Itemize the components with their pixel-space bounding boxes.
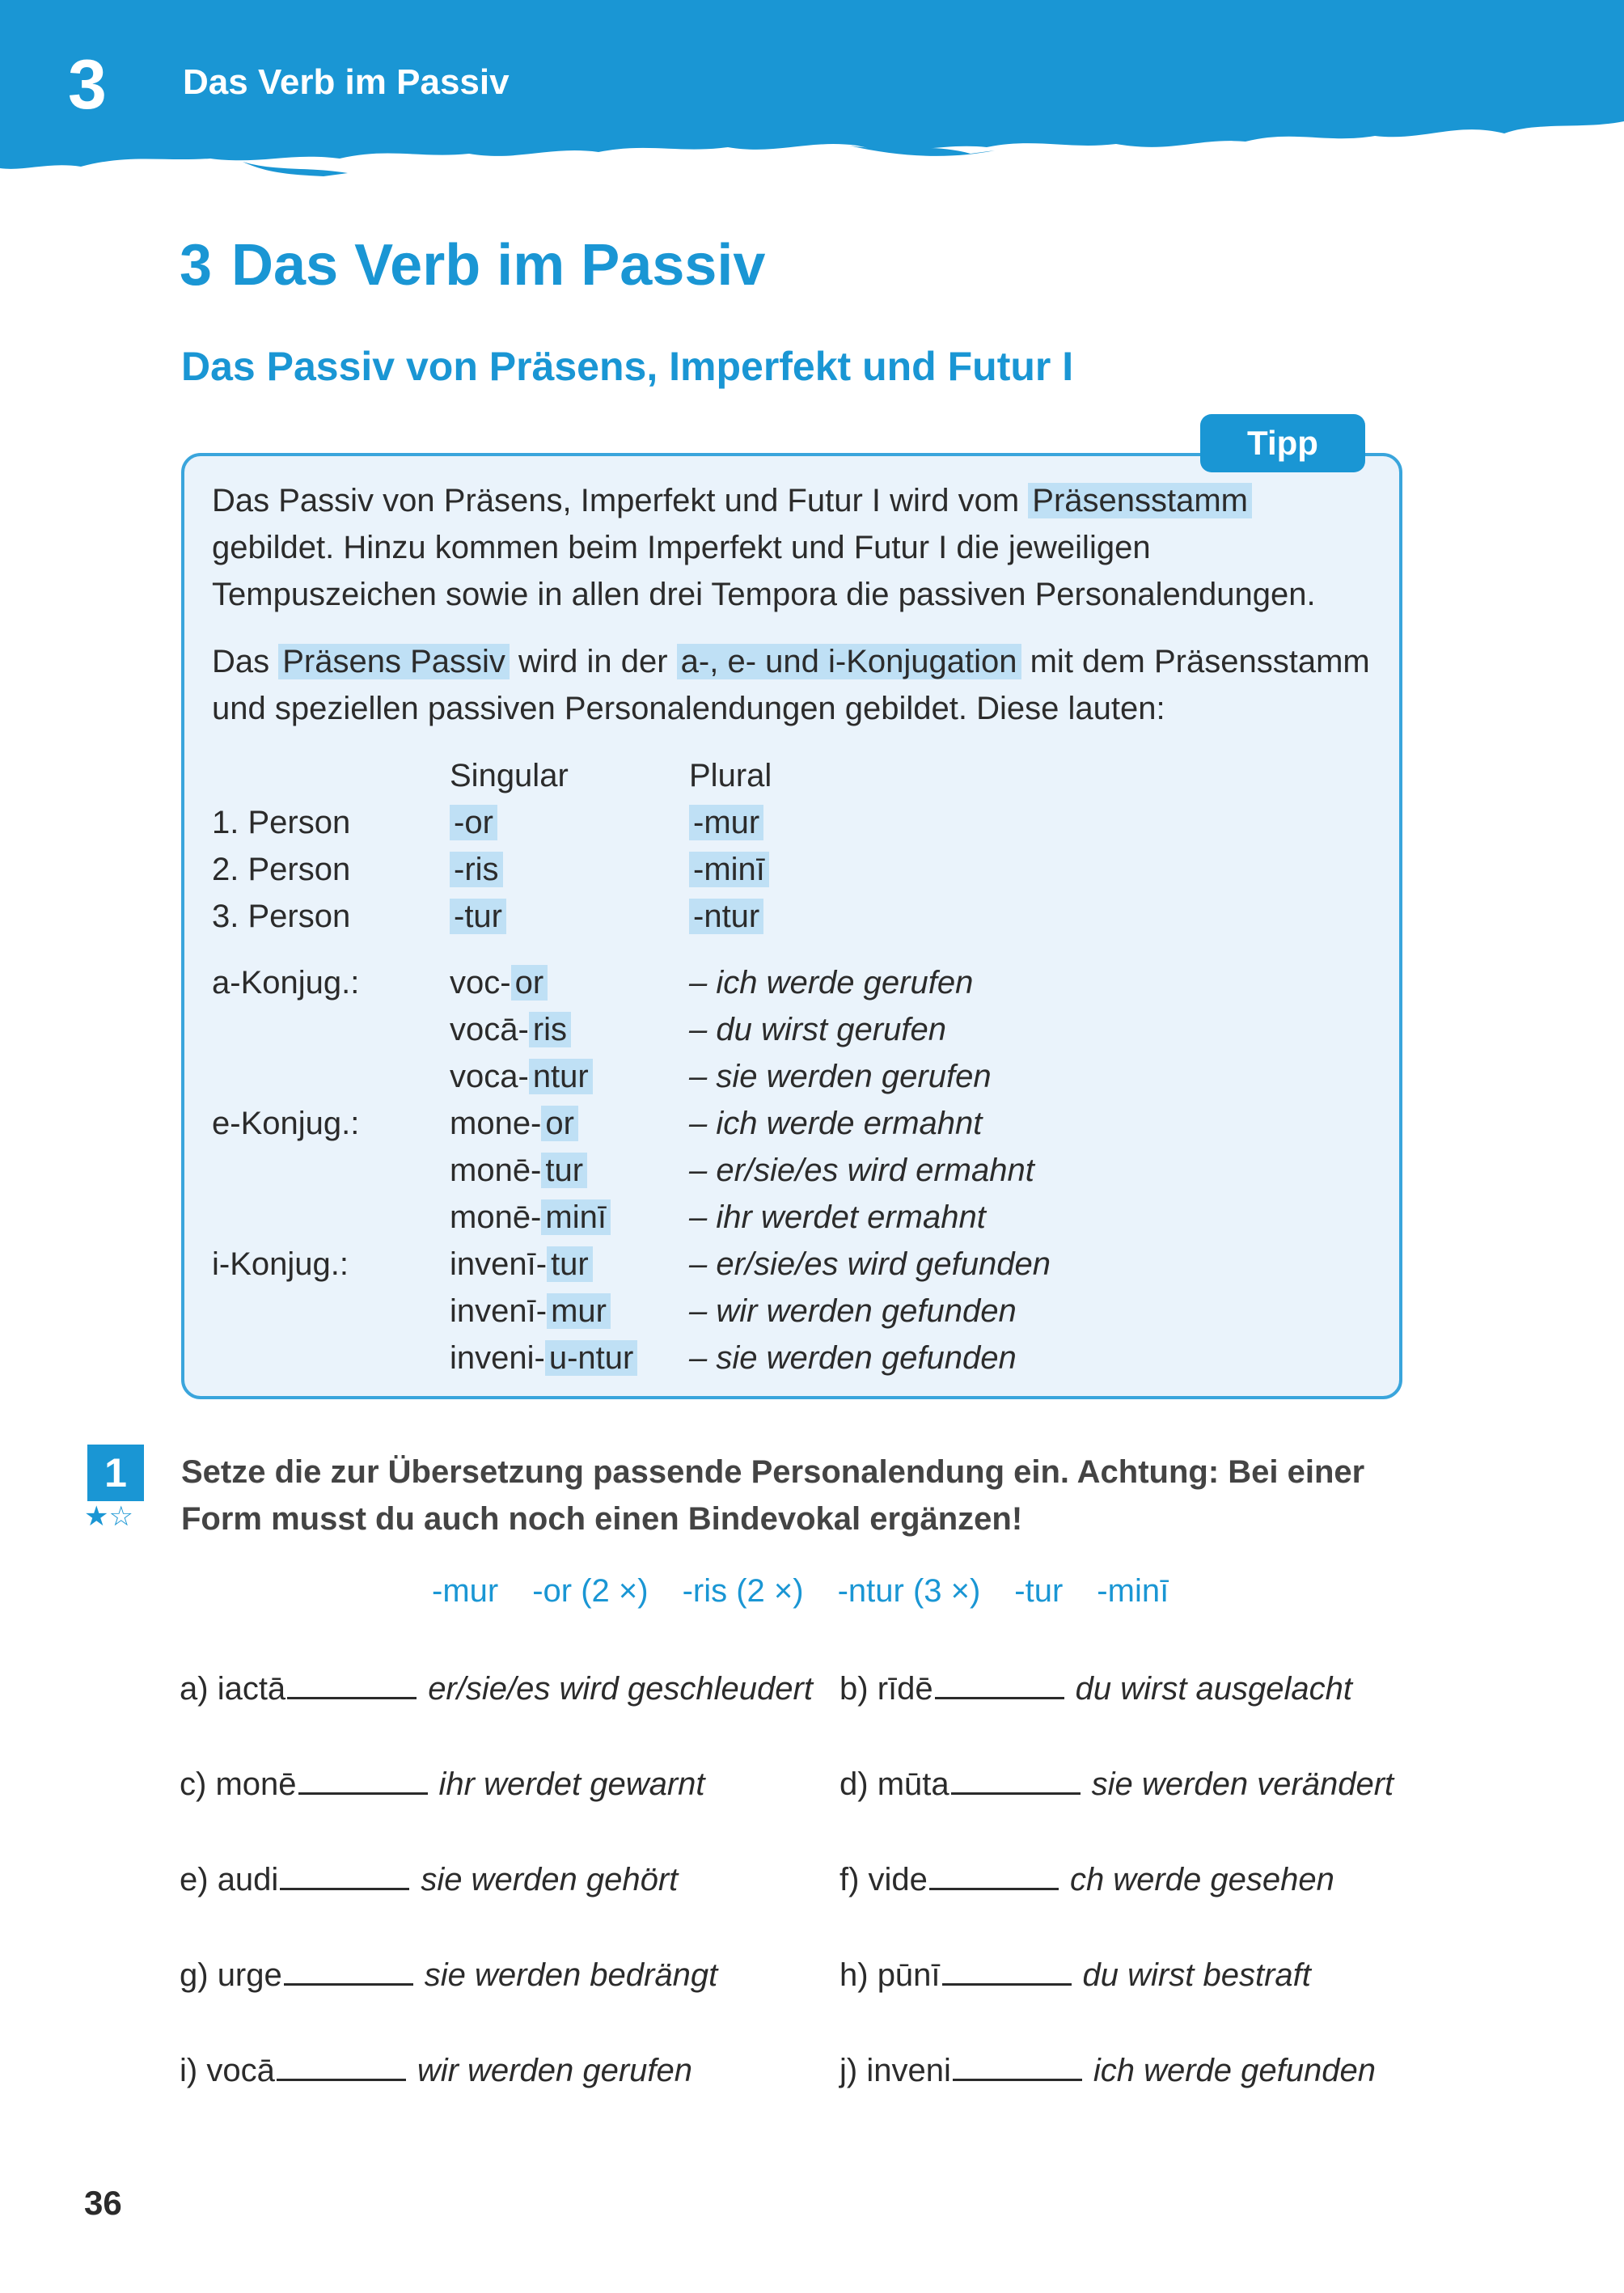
exercise-item (839, 2046, 1376, 2094)
highlight-term: a-, e- und i-Konjugation (677, 644, 1021, 679)
item-label: a) (180, 1671, 218, 1707)
stem: invenī- (450, 1246, 548, 1282)
ending-singular (450, 799, 497, 846)
example-translation: – wir werden gefunden (689, 1293, 1017, 1329)
answer-blank[interactable] (277, 2046, 406, 2081)
exercise-item (839, 1760, 1394, 1808)
tip-paragraph-2 (212, 638, 1377, 732)
example-translation: – sie werden gefunden (689, 1340, 1017, 1376)
item-translation: ihr werdet gewarnt (438, 1766, 705, 1802)
item-stem: inveni (866, 2053, 951, 2088)
item-translation: er/sie/es wird geschleudert (428, 1671, 813, 1707)
item-label: h) (839, 1957, 878, 1993)
exercise-item (839, 1855, 1334, 1903)
person-label: 3. Person (212, 899, 351, 934)
column-header-singular: Singular (450, 758, 569, 793)
example-translation: – ich werde gerufen (689, 965, 974, 1001)
text-span: Das Passiv von Präsens, Imperfekt und Futur I wird vom (212, 483, 1029, 518)
word-bank-item: -minī (1097, 1573, 1169, 1609)
person-label: 2. Person (212, 852, 351, 887)
tip-paragraph-1 (212, 477, 1377, 618)
exercise-item (180, 2046, 692, 2094)
conjugation-label: a-Konjug.: (212, 965, 360, 1001)
column-header-plural: Plural (689, 758, 772, 793)
example-form (450, 959, 548, 1006)
item-translation: sie werden gehört (421, 1862, 679, 1897)
example-translation: – ich werde ermahnt (689, 1106, 983, 1141)
ending-highlight: mur (547, 1293, 611, 1329)
example-translation: – sie werden gerufen (689, 1059, 992, 1094)
ending-highlight: -mur (689, 805, 763, 840)
conjugation-label: i-Konjug.: (212, 1246, 349, 1282)
ending-highlight: ntur (529, 1059, 593, 1094)
text-span: mit dem Präsensstamm und speziellen passiven Personalendungen gebildet. Diese lauten: (212, 644, 1370, 726)
item-label: e) (180, 1862, 218, 1897)
ending-highlight: -or (450, 805, 497, 840)
text-span: Das (212, 644, 279, 679)
example-form (450, 1288, 611, 1335)
person-label: 1. Person (212, 805, 351, 840)
ending-highlight: -minī (689, 852, 769, 887)
example-translation: – ihr werdet ermahnt (689, 1199, 986, 1235)
item-stem: urge (217, 1957, 282, 1993)
item-stem: iactā (217, 1671, 286, 1707)
stem: vocā- (450, 1012, 529, 1047)
stem: monē- (450, 1199, 542, 1235)
ending-highlight: -ntur (689, 899, 763, 934)
word-bank-item: -mur (432, 1573, 499, 1609)
exercise-item (839, 1951, 1311, 1999)
ending-highlight: or (541, 1106, 578, 1141)
example-form (450, 1241, 593, 1288)
example-form (450, 1194, 611, 1241)
item-label: i) (180, 2053, 207, 2088)
ending-highlight: u-ntur (545, 1340, 638, 1376)
item-translation: sie werden bedrängt (424, 1957, 718, 1993)
example-translation: – er/sie/es wird gefunden (689, 1246, 1051, 1282)
word-bank-item: -ris (2 ×) (682, 1573, 804, 1609)
example-translation: – du wirst gerufen (689, 1012, 946, 1047)
item-translation: ch werde gesehen (1069, 1862, 1334, 1897)
section-heading: Das Passiv von Präsens, Imperfekt und Futur I (181, 344, 1074, 389)
text-span: wird in der (509, 644, 677, 679)
ending-highlight: ris (529, 1012, 571, 1047)
item-stem: vocā (206, 2053, 275, 2088)
item-label: d) (839, 1766, 878, 1802)
example-form (450, 1053, 593, 1100)
item-stem: monē (215, 1766, 297, 1802)
exercise-item (180, 1760, 705, 1808)
ending-singular (450, 893, 506, 940)
page-number: 36 (84, 2184, 122, 2222)
page-title (180, 233, 766, 298)
answer-blank[interactable] (284, 1951, 413, 1986)
item-label: c) (180, 1766, 216, 1802)
ending-plural (689, 799, 763, 846)
answer-blank[interactable] (929, 1855, 1059, 1890)
exercise-instruction: Setze die zur Übersetzung passende Personalendung ein. Achtung: Bei einer Form musst du auch noch einen Bindevokal ergänzen! (181, 1454, 1365, 1537)
stem: mone- (450, 1106, 542, 1141)
item-stem: vide (868, 1862, 928, 1897)
exercise-item (180, 1665, 813, 1712)
item-translation: du wirst ausgelacht (1075, 1671, 1353, 1707)
answer-blank[interactable] (935, 1665, 1064, 1699)
item-stem: mūta (877, 1766, 949, 1802)
item-translation: sie werden verändert (1091, 1766, 1394, 1802)
exercise-number-badge: 1 (87, 1445, 144, 1501)
item-label: f) (839, 1862, 869, 1897)
answer-blank[interactable] (942, 1951, 1072, 1986)
example-form (450, 1335, 637, 1381)
stem: inveni- (450, 1340, 545, 1376)
chapter-number: 3 (68, 46, 107, 124)
item-stem: audi (217, 1862, 279, 1897)
ending-highlight: -ris (450, 852, 503, 887)
ending-plural (689, 893, 763, 940)
stem: voca- (450, 1059, 529, 1094)
answer-blank[interactable] (287, 1665, 417, 1699)
chapter-title: Das Verb im Passiv (183, 62, 510, 102)
exercise-item (180, 1951, 717, 1999)
answer-blank[interactable] (298, 1760, 428, 1795)
ending-highlight: -tur (450, 899, 506, 934)
stem: monē- (450, 1153, 542, 1188)
highlight-term: Präsensstamm (1028, 483, 1252, 518)
ending-highlight: tur (547, 1246, 593, 1282)
answer-blank[interactable] (953, 2046, 1082, 2081)
answer-blank[interactable] (951, 1760, 1081, 1795)
ending-highlight: or (511, 965, 548, 1001)
ending-singular (450, 846, 503, 893)
item-translation: wir werden gerufen (417, 2053, 693, 2088)
ending-plural (689, 846, 769, 893)
item-translation: du wirst bestraft (1082, 1957, 1311, 1993)
title-number: 3 (180, 233, 213, 298)
difficulty-stars-icon: ★☆ (84, 1501, 133, 1532)
word-bank-item: -ntur (3 ×) (837, 1573, 981, 1609)
title-text: Das Verb im Passiv (231, 233, 766, 298)
example-form (450, 1006, 571, 1053)
answer-blank[interactable] (280, 1855, 409, 1890)
item-label: j) (839, 2053, 867, 2088)
example-form (450, 1147, 587, 1194)
item-label: g) (180, 1957, 218, 1993)
ending-highlight: tur (541, 1153, 587, 1188)
word-bank-item: -tur (1014, 1573, 1064, 1609)
ending-highlight: minī (541, 1199, 611, 1235)
item-stem: pūnī (877, 1957, 941, 1993)
exercise-item (180, 1855, 678, 1903)
word-bank-item: -or (2 ×) (532, 1573, 649, 1609)
item-translation: ich werde gefunden (1093, 2053, 1376, 2088)
item-stem: rīdē (877, 1671, 933, 1707)
highlight-term: Präsens Passiv (278, 644, 510, 679)
exercise-item (839, 1665, 1352, 1712)
endings-word-bank (432, 1567, 1203, 1614)
item-label: b) (839, 1671, 878, 1707)
example-form (450, 1100, 578, 1147)
stem: voc- (450, 965, 511, 1001)
text-span: gebildet. Hinzu kommen beim Imperfekt und Futur I die jeweiligen Tempuszeichen sowie in allen drei Tempora die passiven Personalendungen. (212, 530, 1316, 612)
conjugation-label: e-Konjug.: (212, 1106, 360, 1141)
example-translation: – er/sie/es wird ermahnt (689, 1153, 1034, 1188)
stem: invenī- (450, 1293, 548, 1329)
tip-label: Tipp (1200, 414, 1365, 472)
